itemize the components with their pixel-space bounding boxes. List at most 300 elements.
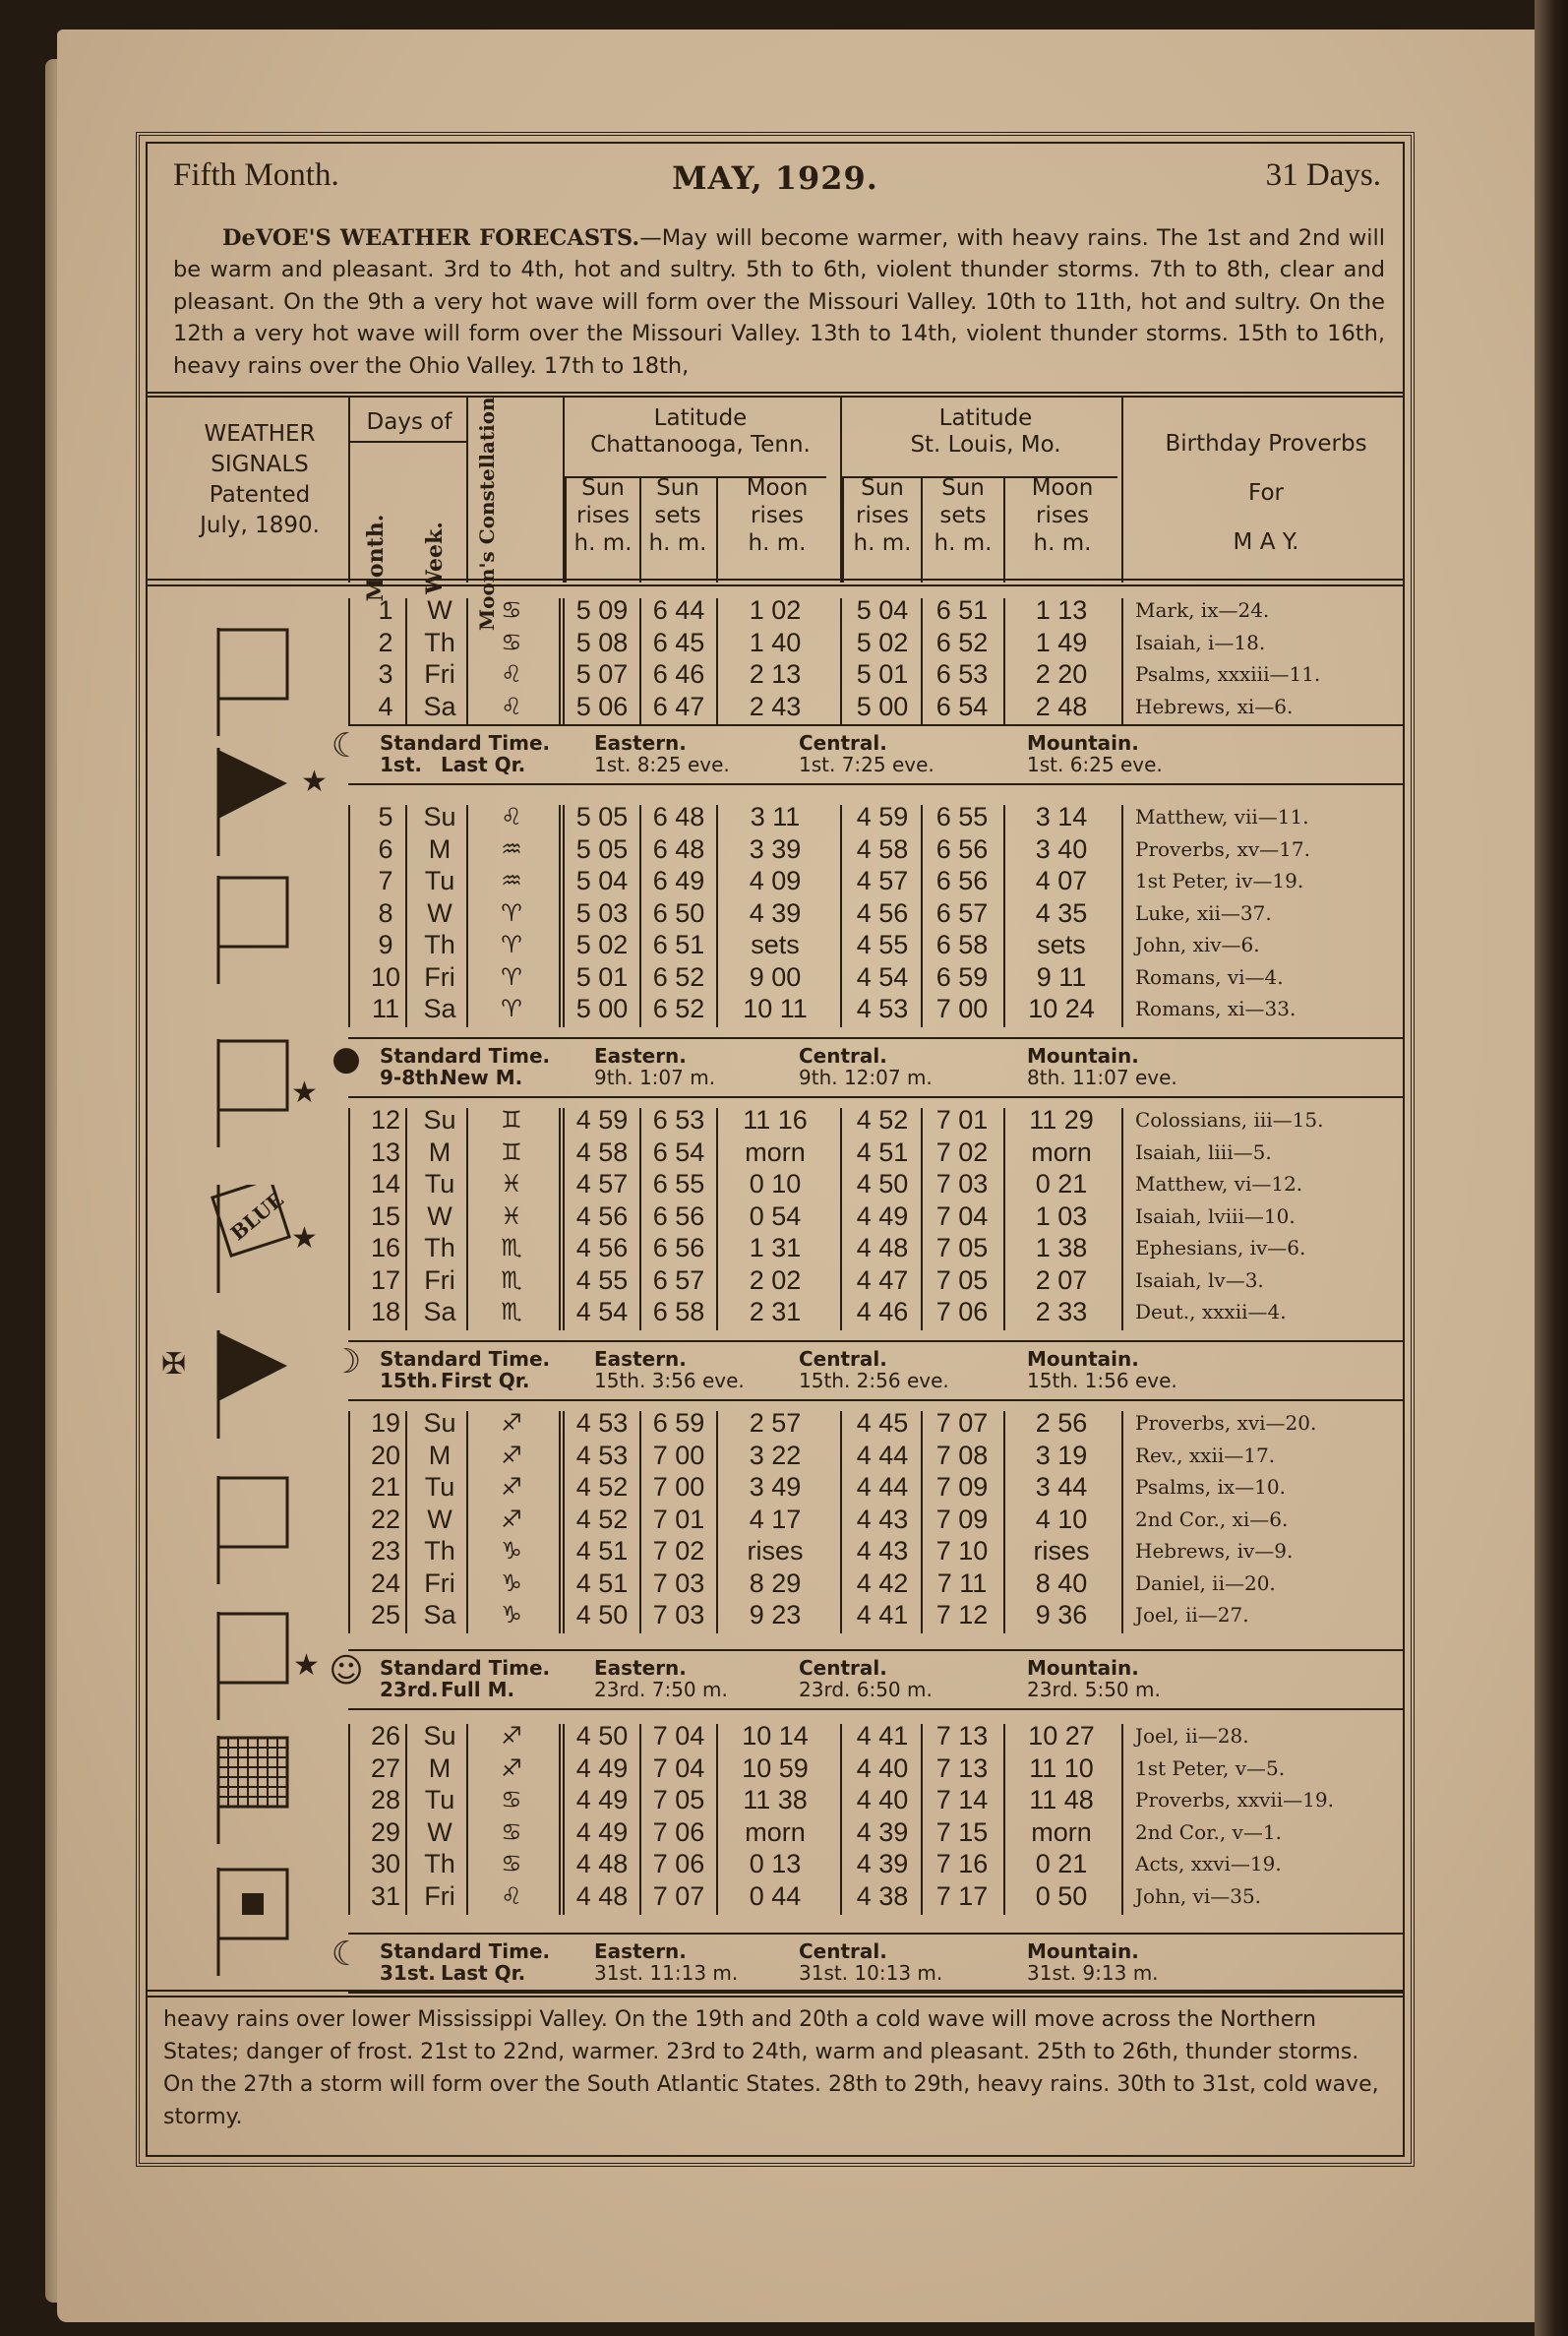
phase-day: 23rd. xyxy=(380,1678,439,1701)
moon-phase xyxy=(327,726,1409,779)
chatt-sun-rises: 5 06 xyxy=(575,691,629,721)
stl-moon-rises: 10 24 xyxy=(1028,994,1095,1023)
moon-phase xyxy=(327,1039,1409,1092)
white-flag xyxy=(199,876,346,994)
lat2-sun-rises-header: Sun rises h. m. xyxy=(853,475,912,556)
star-icon: ✠ xyxy=(161,1348,187,1381)
stl-sun-sets: 6 58 xyxy=(935,930,989,959)
stl-sun-rises: 4 44 xyxy=(856,1440,909,1470)
chatt-moon-rises: 0 54 xyxy=(749,1200,802,1231)
day-of-month: 28 xyxy=(370,1785,401,1814)
moon-constellation: ♊ xyxy=(501,1106,522,1134)
chatt-moon-rises: 0 10 xyxy=(749,1169,802,1199)
chatt-sun-rises: 5 04 xyxy=(575,866,629,895)
day-of-month: 6 xyxy=(378,833,393,864)
phase-eastern: Eastern. xyxy=(594,731,687,755)
moon-constellation: ♋ xyxy=(501,628,522,656)
phase-central: Central. xyxy=(799,1044,887,1068)
birthday-proverb: 1st Peter, v—5. xyxy=(1135,1755,1286,1780)
chatt-moon-rises: 0 13 xyxy=(749,1849,802,1878)
moon-constellation: ♓ xyxy=(501,1201,522,1230)
moon-constellation: ♏ xyxy=(501,1265,522,1294)
birthday-proverb: Isaiah, lv—3. xyxy=(1135,1267,1264,1292)
phase-e-time: 9th. 1:07 m. xyxy=(594,1066,716,1089)
chatt-moon-rises: 11 38 xyxy=(743,1785,808,1814)
birthday-proverb: Ephesians, iv—6. xyxy=(1135,1236,1306,1260)
day-of-month: 10 xyxy=(370,961,401,992)
moon-constellation: ♋ xyxy=(501,1786,522,1813)
moon-constellation: ♑ xyxy=(501,1568,522,1597)
chatt-sun-rises: 4 51 xyxy=(575,1536,629,1566)
stl-sun-sets: 7 09 xyxy=(935,1472,989,1502)
stl-moon-rises: 11 29 xyxy=(1029,1105,1094,1135)
lat-stlouis: Latitude St. Louis, Mo. xyxy=(910,405,1061,458)
birthday-proverb: Isaiah, i—18. xyxy=(1135,630,1266,654)
chatt-moon-rises: sets xyxy=(751,930,800,959)
chatt-sun-rises: 4 52 xyxy=(575,1472,629,1502)
forecast-continued: heavy rains over lower Mississippi Valley. On the 19th and 20th a cold wave will move across the Northern States; danger of frost. 21st to 22nd, warmer. 23rd to 24th, warm and pleasant. 25th to 26th, thunder storms. On the 27th a storm will form over the South Atlantic States. 28th to 29th, heavy rains. 30th to 31st, cold wave, stormy. xyxy=(163,2007,1379,2129)
chatt-sun-rises: 5 05 xyxy=(575,802,629,831)
stl-moon-rises: 1 49 xyxy=(1035,627,1088,657)
day-of-month: 4 xyxy=(378,691,393,721)
day-of-month: 8 xyxy=(378,897,393,928)
moon-constellation: ♌ xyxy=(501,803,522,830)
stl-moon-rises: 10 27 xyxy=(1028,1721,1095,1751)
chatt-sun-rises: 5 07 xyxy=(575,659,629,689)
stl-sun-rises: 4 51 xyxy=(856,1137,909,1167)
chatt-moon-rises: 4 39 xyxy=(749,897,802,928)
day-of-week: Tu xyxy=(424,1169,455,1199)
chatt-moon-rises: morn xyxy=(745,1137,806,1167)
stl-sun-sets: 7 02 xyxy=(935,1137,989,1167)
chatt-sun-sets: 6 53 xyxy=(652,1105,705,1135)
stl-sun-sets: 7 05 xyxy=(935,1233,989,1262)
day-of-week: M xyxy=(428,1137,452,1167)
stl-sun-sets: 7 13 xyxy=(935,1752,989,1783)
stl-moon-rises: 0 50 xyxy=(1035,1880,1088,1911)
stl-sun-rises: 4 44 xyxy=(856,1472,909,1502)
chatt-moon-rises: 11 16 xyxy=(743,1105,808,1135)
birthday-proverb: Proverbs, xvi—20. xyxy=(1135,1411,1317,1435)
chatt-sun-rises: 5 01 xyxy=(575,961,629,992)
moon-constellation: ♋ xyxy=(501,596,522,624)
birthday-proverb: Luke, xii—37. xyxy=(1135,900,1272,925)
phase-name: First Qr. xyxy=(441,1369,530,1392)
proverbs-header: Birthday Proverbs For M A Y. xyxy=(1165,431,1367,555)
phase-central: Central. xyxy=(799,1656,887,1680)
day-of-week: M xyxy=(428,1752,452,1783)
moon-constellation: ♑ xyxy=(501,1601,522,1629)
stl-moon-rises: 1 13 xyxy=(1035,595,1088,625)
chatt-sun-rises: 4 56 xyxy=(575,1200,629,1231)
stl-sun-rises: 4 43 xyxy=(856,1504,909,1534)
phase-e-time: 23rd. 7:50 m. xyxy=(594,1678,728,1701)
stl-moon-rises: 1 03 xyxy=(1035,1200,1088,1231)
stl-sun-rises: 4 39 xyxy=(856,1849,909,1878)
chatt-moon-rises: 4 09 xyxy=(749,866,802,895)
chatt-sun-sets: 7 06 xyxy=(652,1849,705,1878)
chatt-sun-sets: 6 46 xyxy=(652,659,705,689)
chatt-sun-sets: 6 52 xyxy=(652,994,705,1023)
birthday-proverb: Joel, ii—27. xyxy=(1135,1603,1249,1627)
day-of-week: Su xyxy=(423,1105,456,1135)
binding xyxy=(1535,0,1568,2336)
chatt-sun-sets: 6 54 xyxy=(652,1137,705,1167)
chatt-moon-rises: morn xyxy=(745,1816,806,1847)
stl-sun-sets: 6 56 xyxy=(935,866,989,895)
phase-std: Standard Time. xyxy=(380,731,551,755)
day-of-month: 9 xyxy=(378,930,393,959)
day-of-week: Sa xyxy=(423,691,456,721)
chatt-sun-rises: 5 03 xyxy=(575,897,629,928)
chatt-moon-rises: 1 40 xyxy=(749,627,802,657)
chatt-sun-sets: 6 45 xyxy=(652,627,705,657)
day-of-week: Sa xyxy=(423,994,456,1023)
moon-constellation: ♌ xyxy=(501,692,522,720)
moon-constellation: ♈ xyxy=(501,962,522,991)
chatt-sun-rises: 4 53 xyxy=(575,1440,629,1470)
month-col-header: Month. xyxy=(363,514,389,602)
day-of-week: Tu xyxy=(424,1472,455,1502)
phase-e-time: 1st. 8:25 eve. xyxy=(594,753,730,776)
chatt-sun-rises: 4 54 xyxy=(575,1297,629,1326)
day-of-month: 20 xyxy=(370,1440,401,1470)
chatt-sun-rises: 4 52 xyxy=(575,1504,629,1534)
stl-moon-rises: 2 48 xyxy=(1035,691,1088,721)
stl-moon-rises: sets xyxy=(1037,930,1086,959)
birthday-proverb: Romans, xi—33. xyxy=(1135,997,1297,1020)
stl-sun-sets: 6 55 xyxy=(935,802,989,831)
chatt-moon-rises: 9 23 xyxy=(749,1600,802,1629)
stl-moon-rises: 2 56 xyxy=(1035,1408,1088,1438)
day-of-week: Su xyxy=(423,802,456,831)
day-of-week: W xyxy=(427,595,452,625)
chatt-sun-rises: 4 49 xyxy=(575,1785,629,1814)
phase-e-time: 31st. 11:13 m. xyxy=(594,1961,739,1985)
birthday-proverb: Proverbs, xxvii—19. xyxy=(1135,1788,1334,1812)
square-center-flag xyxy=(199,1868,346,1986)
chatt-sun-sets: 7 00 xyxy=(652,1472,705,1502)
day-of-week: Th xyxy=(424,1536,455,1566)
phase-m-time: 1st. 6:25 eve. xyxy=(1027,753,1163,776)
phase-m-time: 15th. 1:56 eve. xyxy=(1027,1369,1177,1392)
moon-constellation: ♓ xyxy=(501,1170,522,1198)
chatt-moon-rises: 4 17 xyxy=(749,1504,802,1534)
chatt-sun-sets: 6 55 xyxy=(652,1169,705,1199)
stl-sun-sets: 6 53 xyxy=(935,659,989,689)
moon-phase-icon: ☽ xyxy=(331,1342,362,1382)
stl-moon-rises: 0 21 xyxy=(1035,1169,1088,1199)
birthday-proverb: Deut., xxxii—4. xyxy=(1135,1300,1287,1323)
birthday-proverb: Colossians, iii—15. xyxy=(1135,1108,1324,1132)
moon-col-header: Moon's Constellation xyxy=(475,397,499,631)
moon-constellation: ♒ xyxy=(501,834,522,863)
stl-moon-rises: 3 44 xyxy=(1035,1472,1088,1502)
phase-std: Standard Time. xyxy=(380,1656,551,1680)
stl-sun-rises: 4 41 xyxy=(856,1721,909,1751)
stl-sun-rises: 4 47 xyxy=(856,1264,909,1295)
day-of-week: Su xyxy=(423,1408,456,1438)
stl-moon-rises: 8 40 xyxy=(1035,1568,1088,1598)
chatt-sun-sets: 6 49 xyxy=(652,866,705,895)
chatt-sun-sets: 6 44 xyxy=(652,595,705,625)
days-count: 31 Days. xyxy=(1265,157,1381,193)
day-of-month: 15 xyxy=(370,1200,401,1231)
day-of-month: 23 xyxy=(370,1536,401,1566)
birthday-proverb: Hebrews, xi—6. xyxy=(1135,694,1294,718)
moon-phase-icon: ☺ xyxy=(329,1651,364,1691)
moon-phase xyxy=(327,1342,1409,1395)
chatt-moon-rises: 2 43 xyxy=(749,691,802,721)
chatt-sun-sets: 7 02 xyxy=(652,1536,705,1566)
phase-eastern: Eastern. xyxy=(594,1656,687,1680)
phase-day: 9-8th. xyxy=(380,1066,447,1089)
day-of-month: 12 xyxy=(370,1105,401,1135)
birthday-proverb: Romans, vi—4. xyxy=(1135,964,1284,989)
phase-m-time: 31st. 9:13 m. xyxy=(1027,1961,1159,1985)
lat1-moon-rises-header: Moon rises h. m. xyxy=(746,475,809,556)
white-flag xyxy=(199,1476,346,1594)
chatt-sun-sets: 6 59 xyxy=(652,1408,705,1438)
chatt-sun-sets: 6 56 xyxy=(652,1200,705,1231)
day-of-month: 14 xyxy=(370,1169,401,1199)
phase-mountain: Mountain. xyxy=(1027,1347,1139,1371)
moon-phase xyxy=(327,1651,1409,1704)
chatt-sun-rises: 4 55 xyxy=(575,1264,629,1295)
phase-std: Standard Time. xyxy=(380,1347,551,1371)
moon-constellation: ♊ xyxy=(501,1137,522,1166)
stl-sun-rises: 5 01 xyxy=(856,659,909,689)
stl-sun-sets: 7 10 xyxy=(935,1536,989,1566)
day-of-week: W xyxy=(427,1200,452,1231)
phase-m-time: 8th. 11:07 eve. xyxy=(1027,1066,1177,1089)
stl-moon-rises: 9 36 xyxy=(1035,1600,1088,1629)
white-flag xyxy=(199,1612,346,1730)
day-of-week: Th xyxy=(424,930,455,959)
birthday-proverb: Matthew, vii—11. xyxy=(1135,805,1309,829)
lat2-moon-rises-header: Moon rises h. m. xyxy=(1031,475,1094,556)
lat1-sun-rises-header: Sun rises h. m. xyxy=(573,475,633,556)
stl-sun-sets: 7 01 xyxy=(935,1105,989,1135)
chatt-moon-rises: 2 02 xyxy=(749,1264,802,1295)
chatt-moon-rises: 3 11 xyxy=(750,802,801,831)
moon-constellation: ♐ xyxy=(501,1722,522,1750)
moon-constellation: ♒ xyxy=(501,867,522,894)
moon-constellation: ♏ xyxy=(501,1298,522,1325)
day-of-month: 30 xyxy=(370,1849,401,1878)
day-of-week: M xyxy=(428,833,452,864)
stl-moon-rises: 9 11 xyxy=(1036,961,1087,992)
chatt-sun-rises: 5 00 xyxy=(575,994,629,1023)
stl-sun-rises: 4 43 xyxy=(856,1536,909,1566)
stl-sun-sets: 7 09 xyxy=(935,1504,989,1534)
day-of-month: 5 xyxy=(378,802,393,831)
chatt-moon-rises: 2 31 xyxy=(749,1297,802,1326)
lat2-sun-sets-header: Sun sets h. m. xyxy=(934,475,993,556)
chatt-sun-sets: 6 50 xyxy=(652,897,705,928)
day-of-month: 3 xyxy=(378,659,393,689)
birthday-proverb: Hebrews, iv—9. xyxy=(1135,1539,1294,1563)
month-title: MAY, 1929. xyxy=(672,159,878,197)
chatt-sun-rises: 4 49 xyxy=(575,1816,629,1847)
checkered-flag xyxy=(199,1736,346,1854)
chatt-moon-rises: 0 44 xyxy=(749,1880,802,1911)
day-of-week: Sa xyxy=(423,1600,456,1629)
birthday-proverb: John, vi—35. xyxy=(1135,1883,1262,1908)
phase-c-time: 9th. 12:07 m. xyxy=(799,1066,933,1089)
phase-c-time: 15th. 2:56 eve. xyxy=(799,1369,949,1392)
stl-sun-sets: 7 00 xyxy=(935,994,989,1023)
phase-day: 31st. xyxy=(380,1961,436,1985)
stl-moon-rises: 3 14 xyxy=(1035,802,1088,831)
chatt-sun-rises: 4 49 xyxy=(575,1752,629,1783)
stl-sun-sets: 7 03 xyxy=(935,1169,989,1199)
phase-eastern: Eastern. xyxy=(594,1347,687,1371)
stl-sun-rises: 4 40 xyxy=(856,1752,909,1783)
stl-sun-rises: 4 39 xyxy=(856,1816,909,1847)
stl-sun-sets: 7 04 xyxy=(935,1200,989,1231)
moon-constellation: ♐ xyxy=(501,1753,522,1782)
chatt-moon-rises: 3 22 xyxy=(749,1440,802,1470)
stl-sun-sets: 7 07 xyxy=(935,1408,989,1438)
moon-phase-icon: ● xyxy=(332,1039,361,1078)
day-of-week: Fri xyxy=(424,1264,455,1295)
chatt-moon-rises: 3 49 xyxy=(749,1472,802,1502)
stl-sun-rises: 4 42 xyxy=(856,1568,909,1598)
chatt-sun-sets: 6 52 xyxy=(652,961,705,992)
day-of-week: Th xyxy=(424,1849,455,1878)
stl-sun-rises: 4 50 xyxy=(856,1169,909,1199)
stl-moon-rises: morn xyxy=(1031,1137,1092,1167)
moon-constellation: ♋ xyxy=(501,1850,522,1877)
phase-mountain: Mountain. xyxy=(1027,731,1139,755)
stl-moon-rises: 11 10 xyxy=(1029,1752,1094,1783)
phase-day: 15th. xyxy=(380,1369,439,1392)
phase-eastern: Eastern. xyxy=(594,1939,687,1963)
stl-sun-sets: 6 57 xyxy=(935,897,989,928)
birthday-proverb: Psalms, ix—10. xyxy=(1135,1475,1286,1499)
chatt-sun-sets: 7 04 xyxy=(652,1752,705,1783)
day-of-month: 22 xyxy=(370,1504,401,1534)
phase-e-time: 15th. 3:56 eve. xyxy=(594,1369,745,1392)
phase-name: New M. xyxy=(441,1066,523,1089)
white-flag xyxy=(199,1039,346,1157)
table-row xyxy=(140,594,1409,626)
stl-moon-rises: 4 07 xyxy=(1035,866,1088,895)
stl-sun-rises: 4 48 xyxy=(856,1233,909,1262)
stl-sun-sets: 7 06 xyxy=(935,1297,989,1326)
chatt-sun-sets: 6 57 xyxy=(652,1264,705,1295)
chatt-moon-rises: 10 11 xyxy=(743,994,808,1023)
chatt-sun-rises: 5 05 xyxy=(575,833,629,864)
stl-moon-rises: 11 48 xyxy=(1029,1785,1094,1814)
stl-sun-rises: 4 41 xyxy=(856,1600,909,1629)
day-of-month: 7 xyxy=(378,866,393,895)
stl-moon-rises: 2 07 xyxy=(1035,1264,1088,1295)
day-of-month: 11 xyxy=(371,994,400,1023)
stl-sun-rises: 4 40 xyxy=(856,1785,909,1814)
stl-moon-rises: 4 10 xyxy=(1035,1504,1088,1534)
stl-sun-sets: 6 52 xyxy=(935,627,989,657)
moon-phase-icon: ☾ xyxy=(331,1935,362,1974)
month-ordinal: Fifth Month. xyxy=(173,157,339,193)
chatt-moon-rises: 3 39 xyxy=(749,833,802,864)
chatt-sun-sets: 6 51 xyxy=(652,930,705,959)
moon-constellation: ♐ xyxy=(501,1505,522,1533)
phase-central: Central. xyxy=(799,1347,887,1371)
moon-constellation: ♈ xyxy=(501,995,522,1022)
birthday-proverb: Mark, ix—24. xyxy=(1135,598,1270,622)
chatt-sun-rises: 4 50 xyxy=(575,1721,629,1751)
moon-constellation: ♐ xyxy=(501,1409,522,1437)
stl-sun-sets: 7 14 xyxy=(935,1785,989,1814)
phase-m-time: 23rd. 5:50 m. xyxy=(1027,1678,1161,1701)
moon-constellation: ♌ xyxy=(501,660,522,688)
moon-phase-icon: ☾ xyxy=(331,726,362,766)
chatt-sun-rises: 4 59 xyxy=(575,1105,629,1135)
moon-constellation: ♐ xyxy=(501,1441,522,1469)
phase-name: Full M. xyxy=(441,1678,515,1701)
phase-mountain: Mountain. xyxy=(1027,1656,1139,1680)
day-of-month: 27 xyxy=(370,1752,401,1783)
chatt-sun-rises: 4 53 xyxy=(575,1408,629,1438)
birthday-proverb: 2nd Cor., xi—6. xyxy=(1135,1506,1289,1531)
day-of-month: 13 xyxy=(370,1137,401,1167)
stl-moon-rises: morn xyxy=(1031,1816,1092,1847)
chatt-sun-rises: 4 48 xyxy=(575,1849,629,1878)
birthday-proverb: Isaiah, liii—5. xyxy=(1135,1139,1272,1164)
day-of-month: 21 xyxy=(370,1472,401,1502)
stl-sun-sets: 6 51 xyxy=(935,595,989,625)
stl-sun-sets: 7 05 xyxy=(935,1264,989,1295)
day-of-month: 24 xyxy=(370,1568,401,1598)
stl-sun-rises: 4 45 xyxy=(856,1408,909,1438)
phase-central: Central. xyxy=(799,1939,887,1963)
day-of-month: 26 xyxy=(370,1721,401,1751)
stl-sun-sets: 7 13 xyxy=(935,1721,989,1751)
chatt-sun-sets: 7 04 xyxy=(652,1721,705,1751)
chatt-sun-rises: 5 08 xyxy=(575,627,629,657)
day-of-week: Sa xyxy=(423,1297,456,1326)
birthday-proverb: Rev., xxii—17. xyxy=(1135,1443,1276,1467)
day-of-month: 31 xyxy=(370,1880,401,1911)
moon-constellation: ♈ xyxy=(501,898,522,927)
day-of-month: 17 xyxy=(370,1264,401,1295)
stl-sun-sets: 7 15 xyxy=(935,1816,989,1847)
birthday-proverb: Isaiah, lviii—10. xyxy=(1135,1203,1296,1228)
day-of-month: 2 xyxy=(378,627,393,657)
stl-moon-rises: 1 38 xyxy=(1035,1233,1088,1262)
chatt-sun-sets: 6 47 xyxy=(652,691,705,721)
day-of-week: W xyxy=(427,897,452,928)
chatt-moon-rises: 10 59 xyxy=(742,1752,809,1783)
chatt-sun-rises: 4 50 xyxy=(575,1600,629,1629)
stl-sun-sets: 7 17 xyxy=(935,1880,989,1911)
star-icon: ★ xyxy=(291,1076,318,1109)
birthday-proverb: Psalms, xxxiii—11. xyxy=(1135,662,1321,686)
birthday-proverb: Matthew, vi—12. xyxy=(1135,1172,1303,1196)
day-of-month: 16 xyxy=(370,1233,401,1262)
moon-constellation: ♌ xyxy=(501,1881,522,1910)
white-flag xyxy=(199,628,346,746)
birthday-proverb: Proverbs, xv—17. xyxy=(1135,836,1310,861)
month-header xyxy=(140,157,1411,207)
week-col-header: Week. xyxy=(422,522,448,594)
stl-sun-rises: 4 55 xyxy=(856,930,909,959)
chatt-moon-rises: 1 31 xyxy=(749,1233,802,1262)
day-of-week: Tu xyxy=(424,866,455,895)
phase-c-time: 31st. 10:13 m. xyxy=(799,1961,943,1985)
